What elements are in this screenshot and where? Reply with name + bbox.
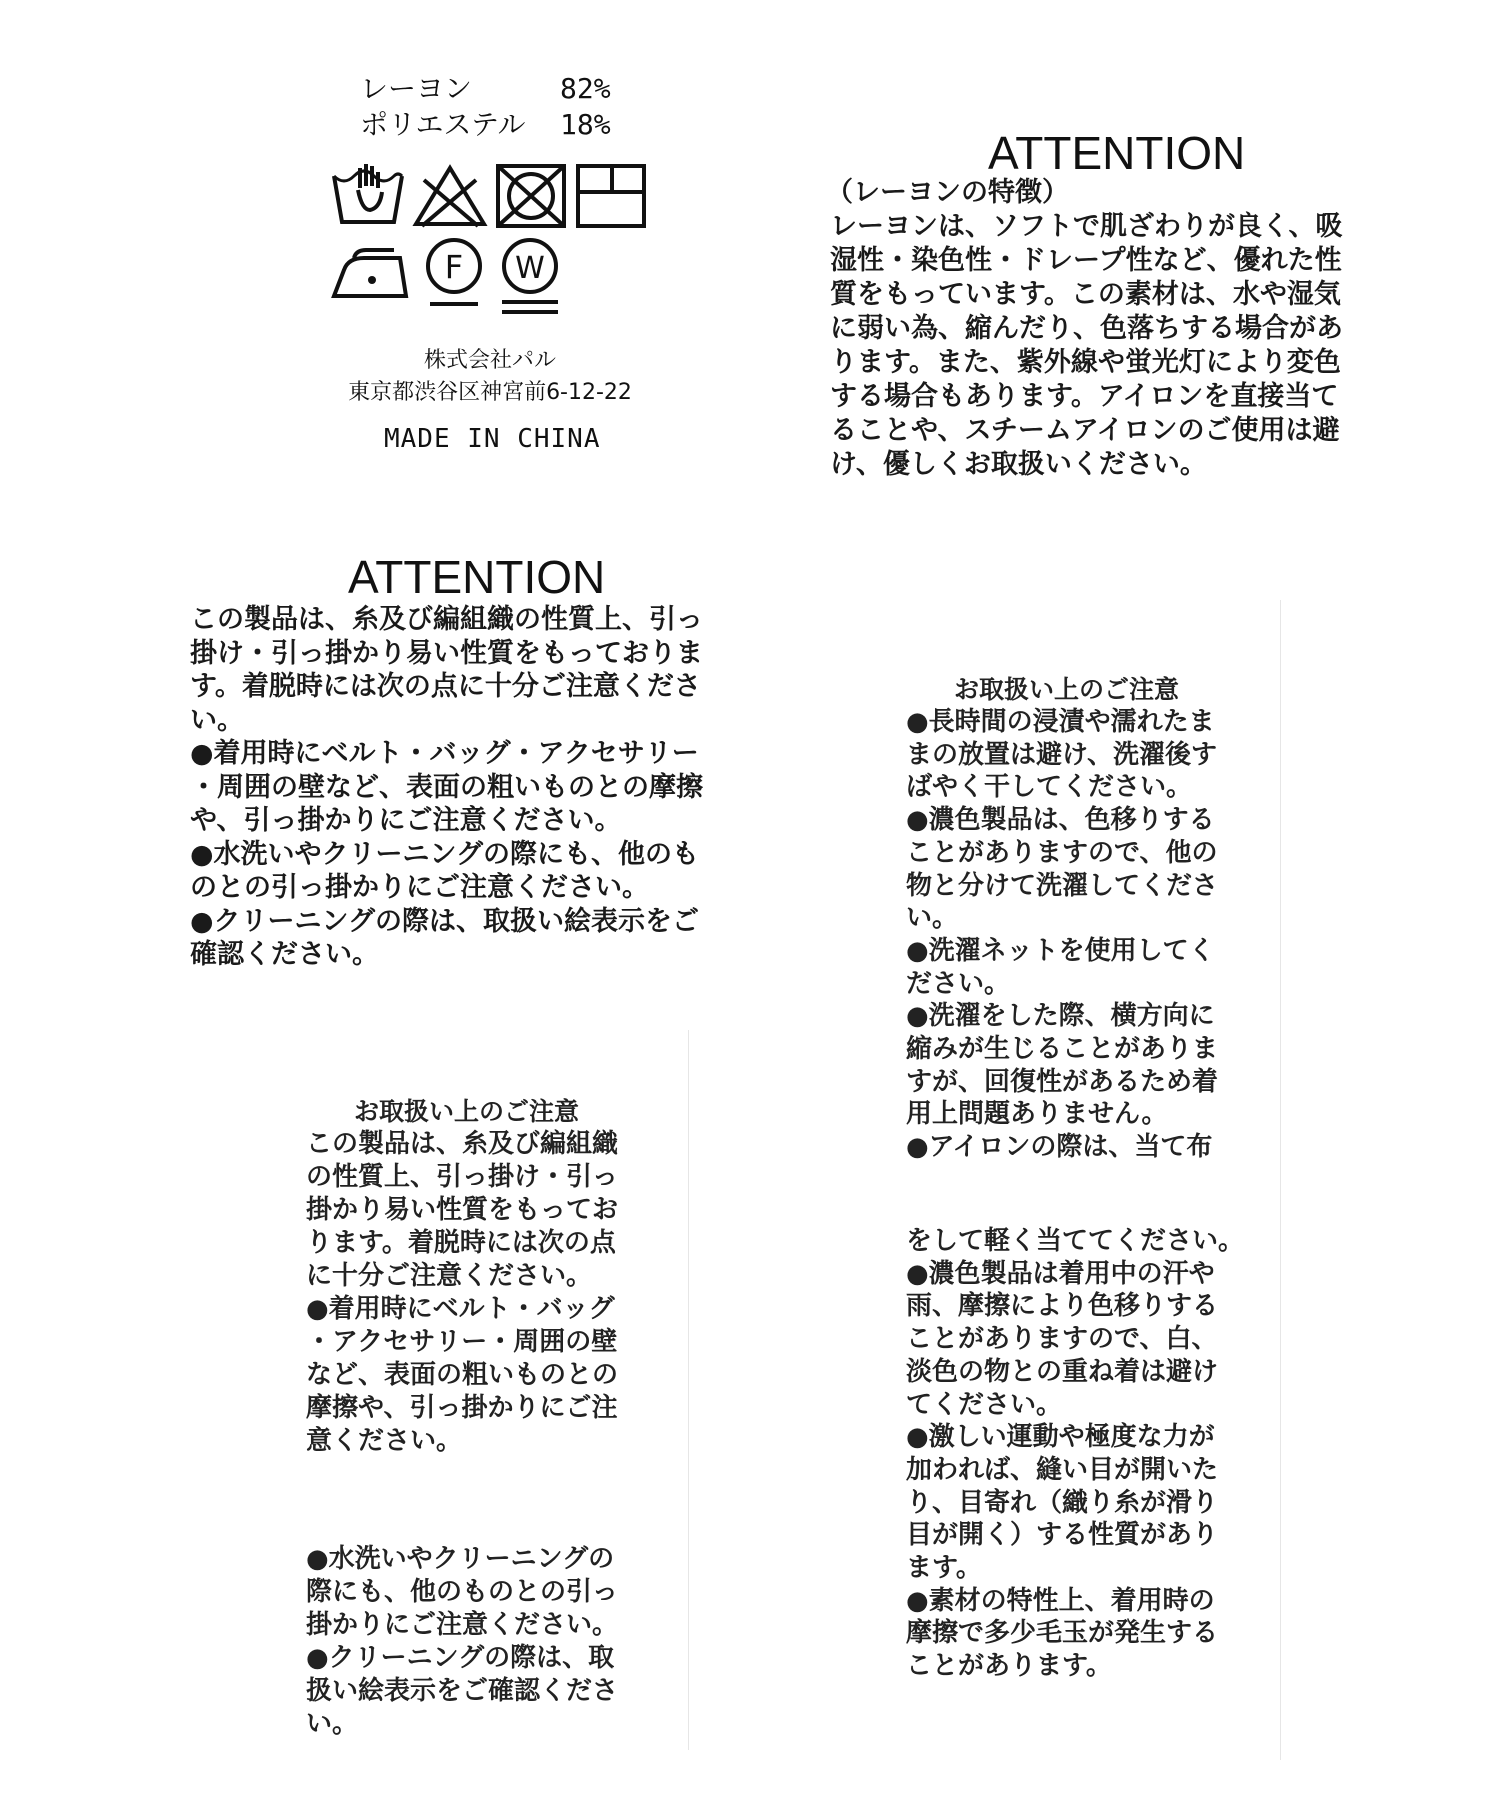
rayon-attention-body: レーヨンは、ソフトで肌ざわりが良く、吸 湿性・染色性・ドレープ性など、優れた性 質をもっています。この素材は、水や湿気 に弱い為、縮んだり、色落ちする場合があ ります。また、紫外線や蛍光灯により変色 する場合もあります。アイロンを直接当て ることや、スチームアイロンのご使用は避 け、優しくお取扱いください。 [830,211,1343,480]
panel-divider [688,1030,689,1750]
fiber-name: レーヨン [360,72,473,105]
company-name: 株式会社パル [423,348,556,373]
hand-wash-30-icon [330,162,406,230]
snag-attention-heading: ATTENTION [348,551,606,603]
no-bleach-icon [412,162,488,230]
snag-attention-body: この製品は、糸及び編組織の性質上、引っ 掛け・引っ掛かり易い性質をもっておりま す。着脱時には次の点に十分ご注意くださ い。 ●着用時にベルト・バッグ・アクセサリー ・周囲の壁など、表面の粗いものとの摩擦 や、引っ掛かりにご注意ください。 ●水洗いやクリーニングの際にも、他のも のとの引っ掛かりにご注意ください。 ●クリーニングの際は、取扱い絵表示をご 確認ください。 [190,604,703,970]
fiber-name: ポリエステル [360,108,526,141]
iron-low-icon [330,244,412,302]
dry-clean-f-icon [420,236,488,312]
origin-label: MADE IN CHINA [384,424,601,454]
handling-right-heading: お取扱い上のご注意 [954,675,1180,704]
svg-text:F: F [444,248,464,286]
handling-right-part2: をして軽く当ててください。 ●濃色製品は着用中の汗や 雨、摩擦により色移りする ことがありますので、白、 淡色の物との重ね着は避け てください。 ●激しい運動や極度な力が 加われば、縫い目が開いた り、目寄れ（織り糸が滑り 目が開く）する性質があり ます。 ●素材の特性上、着用時の 摩擦で多少毛玉が発生する ことがあります。 [906,1226,1245,1682]
fiber-row [360,108,660,142]
rayon-attention-subheading: （レーヨンの特徴） [826,177,1069,208]
fiber-percent: 82% [560,72,611,105]
fiber-row [360,72,660,106]
line-dry-shade-icon [574,162,650,230]
panel-divider [1280,600,1281,1760]
company-address: 東京都渋谷区神宮前6-12-22 [348,380,632,405]
fiber-percent: 18% [560,108,611,141]
svg-text:W: W [515,251,545,286]
rayon-attention-heading: ATTENTION [988,127,1246,179]
handling-small-heading: お取扱い上のご注意 [354,1097,580,1126]
handling-small-part1: この製品は、糸及び編組織 の性質上、引っ掛け・引っ 掛かり易い性質をもってお ります。着脱時には次の点 に十分ご注意ください。 ●着用時にベルト・バッグ ・アクセサリー・周囲の壁 など、表面の粗いものとの 摩擦や、引っ掛かりにご注 意ください。 [306,1129,619,1456]
wet-clean-w-icon [494,236,566,316]
handling-small-part2: ●水洗いやクリーニングの 際にも、他のものとの引っ 掛かりにご注意ください。 ●クリーニングの際は、取 扱い絵表示をご確認くださ い。 [306,1544,619,1739]
handling-right-part1: ●長時間の浸漬や濡れたま まの放置は避け、洗濯後す ばやく干してください。 ●濃色製品は、色移りする ことがありますので、他の 物と分けて洗濯してくださ い。 ●洗濯ネットを使用してく ださい。 ●洗濯をした際、横方向に 縮みが生じることがありま すが、回復性があるため着 用上問題ありません。 ●アイロンの際は、当て布 [906,707,1219,1163]
no-tumble-dry-icon [494,162,568,230]
